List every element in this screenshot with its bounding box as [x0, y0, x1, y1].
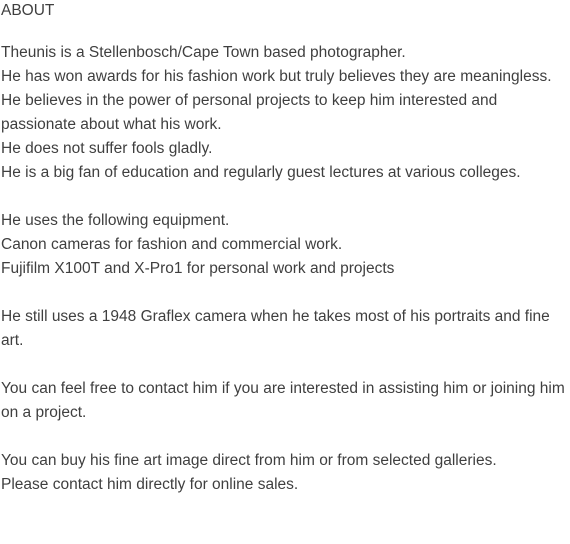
intro-line: He is a big fan of education and regularly guest lectures at various colleges.: [1, 164, 521, 181]
intro-line: He does not suffer fools gladly.: [1, 140, 213, 157]
intro-line: He believes in the power of personal projects to keep him interested and passionate about what his work.: [1, 92, 498, 133]
heading-spacer: [1, 22, 570, 41]
about-heading: ABOUT: [1, 2, 55, 19]
paragraph-spacer: [1, 425, 570, 449]
equipment-paragraph: [1, 209, 570, 281]
paragraph-spacer: [1, 185, 570, 209]
paragraph-spacer: [1, 353, 570, 377]
equipment-line: He uses the following equipment.: [1, 212, 230, 229]
intro-line: Theunis is a Stellenbosch/Cape Town based photographer.: [1, 44, 406, 61]
intro-paragraph: [1, 41, 570, 185]
sales-line: Please contact him directly for online sales.: [1, 476, 299, 493]
equipment-line: Canon cameras for fashion and commercial work.: [1, 236, 343, 253]
intro-line: He has won awards for his fashion work but truly believes they are meaningless.: [1, 68, 552, 85]
sales-paragraph: [1, 449, 570, 497]
equipment-line: Fujifilm X100T and X-Pro1 for personal work and projects: [1, 260, 395, 277]
contact-paragraph: You can feel free to contact him if you are interested in assisting him or joining him on a project.: [1, 380, 565, 421]
graflex-paragraph: He still uses a 1948 Graflex camera when he takes most of his portraits and fine art.: [1, 308, 550, 349]
sales-line: You can buy his fine art image direct from him or from selected galleries.: [1, 452, 497, 469]
paragraph-spacer: [1, 281, 570, 305]
about-section: [1, 0, 570, 497]
